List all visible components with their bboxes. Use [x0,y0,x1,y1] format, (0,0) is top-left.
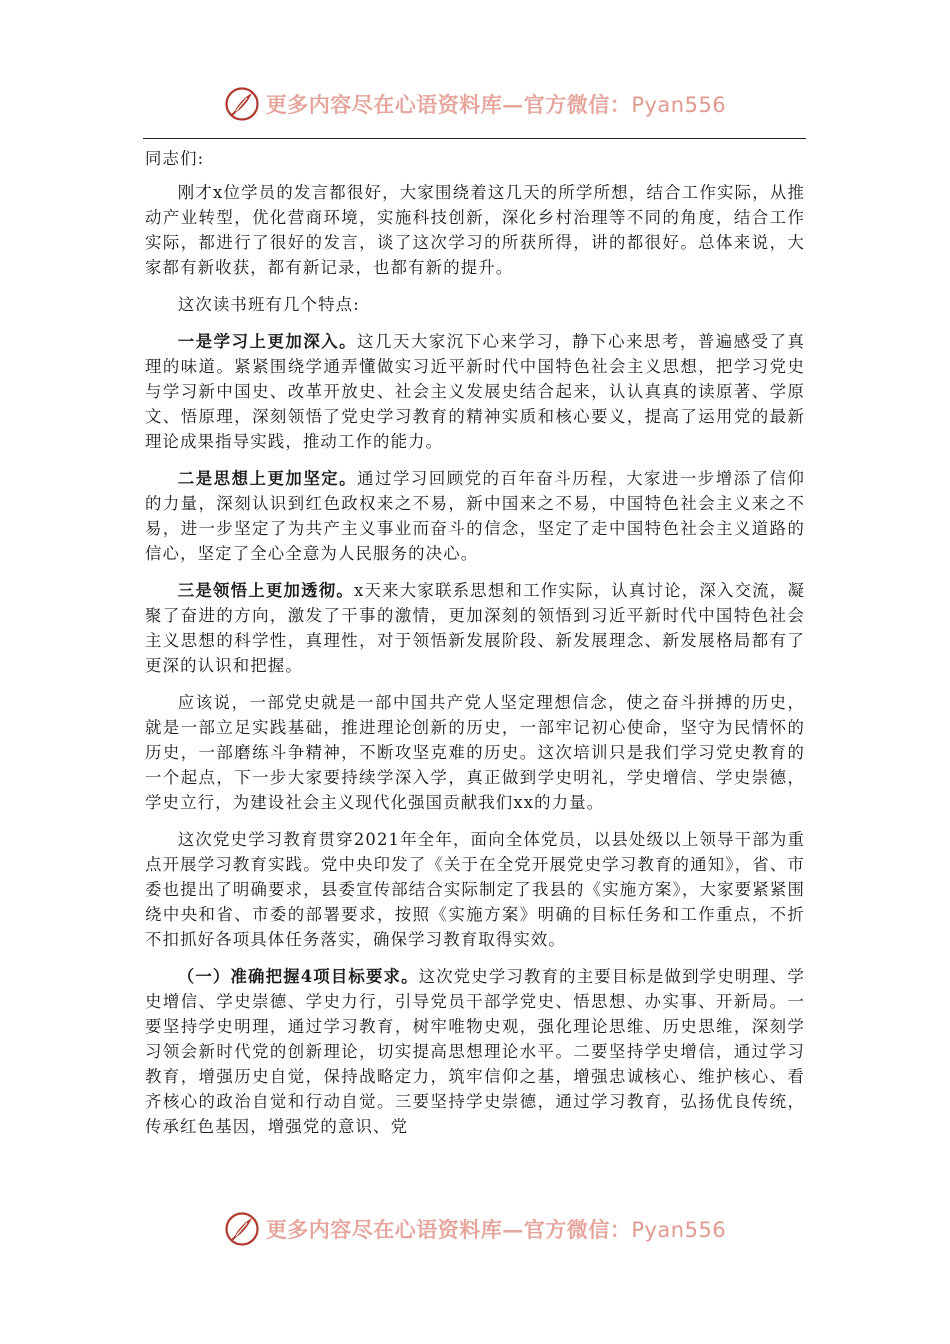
banner-wechat-id: Pyan556 [631,93,727,117]
header-banner [0,84,950,124]
point-heading: 二是思想上更加坚定。 [177,469,358,488]
paragraph: 刚才x位学员的发言都很好，大家围绕着这几天的所学所想，结合工作实际，从推动产业转型，优化营商环境，实施科技创新，深化乡村治理等不同的角度，结合工作实际，都进行了很好的发言，谈了这次学习的所获所得，讲的都很好。总体来说，大家都有新收获，都有新记录，也都有新的提升。 [145,183,805,277]
paragraph-point-2: 二是思想上更加坚定。通过学习回顾党的百年奋斗历程，大家进一步增添了信仰的力量，深刻认识到红色政权来之不易，新中国来之不易，中国特色社会主义来之不易，进一步坚定了为共产主义事业而奋斗的信念，坚定了走中国特色社会主义道路的信心，坚定了全心全意为人民服务的决心。 [145,469,805,563]
point-heading: 三是领悟上更加透彻。 [177,581,355,600]
quill-logo-icon [224,86,260,122]
banner-text: 更多内容尽在心语资料库—官方微信：Pyan556 [265,1217,727,1242]
quill-logo-icon [224,1211,260,1247]
paragraph: 应该说，一部党史就是一部中国共产党人坚定理想信念，使之奋斗拼搏的历史，就是一部立足实践基础，推进理论创新的历史，一部牢记初心使命，坚守为民情怀的历史，一部磨练斗争精神，不断攻坚克难的历史。这次培训只是我们学习党史教育的一个起点，下一步大家要持续学深入学，真正做到学史明礼，学史增信、学史崇德，学史立行，为建设社会主义现代化强国贡献我们xx的力量。 [145,693,805,812]
header-rule [143,138,806,139]
paragraph: 这次读书班有几个特点: [177,295,360,314]
greeting: 同志们: [145,149,205,168]
paragraph-point-1: 一是学习上更加深入。这几天大家沉下心来学习，静下心来思考，普遍感受了真理的味道。紧紧围绕学通弄懂做实习近平新时代中国特色社会主义思想，把学习党史与学习新中国史、改革开放史、社会主义发展史结合起来，认认真真的读原著、学原文、悟原理，深刻领悟了党史学习教育的精神实质和核心要义，提高了运用党的最新理论成果指导实践，推动工作的能力。 [145,332,805,451]
banner-text: 更多内容尽在心语资料库—官方微信：Pyan556 [265,92,727,117]
section-heading: （一）准确把握4项目标要求。 [177,967,419,986]
footer-banner [0,1209,950,1249]
paragraph-section-1: （一）准确把握4项目标要求。这次党史学习教育的主要目标是做到学史明理、学史增信、学史崇德、学史力行，引导党员干部学党史、悟思想、办实事、开新局。一要坚持学史明理，通过学习教育，树牢唯物史观，强化理论思维、历史思维，深刻学习领会新时代党的创新理论，切实提高思想理论水平。二要坚持学史增信，通过学习教育，增强历史自觉，保持战略定力，筑牢信仰之基，增强忠诚核心、维护核心、看齐核心的政治自觉和行动自觉。三要坚持学史崇德，通过学习教育，弘扬优良传统，传承红色基因，增强党的意识、党 [145,967,805,1136]
paragraph-point-3: 三是领悟上更加透彻。x天来大家联系思想和工作实际，认真讨论，深入交流，凝聚了奋进的方向，激发了干事的激情，更加深刻的领悟到习近平新时代中国特色社会主义思想的科学性，真理性，对于领悟新发展阶段、新发展理念、新发展格局都有了更深的认识和把握。 [145,581,805,675]
paragraph: 这次党史学习教育贯穿2021年全年，面向全体党员，以县处级以上领导干部为重点开展学习教育实践。党中央印发了《关于在全党开展党史学习教育的通知》，省、市委也提出了明确要求，县委宣传部结合实际制定了我县的《实施方案》，大家要紧紧围绕中央和省、市委的部署要求，按照《实施方案》明确的目标任务和工作重点，不折不扣抓好各项具体任务落实，确保学习教育取得实效。 [145,830,805,949]
banner-wechat-id: Pyan556 [631,1218,727,1242]
document-body [145,146,805,1151]
point-heading: 一是学习上更加深入。 [177,332,358,351]
